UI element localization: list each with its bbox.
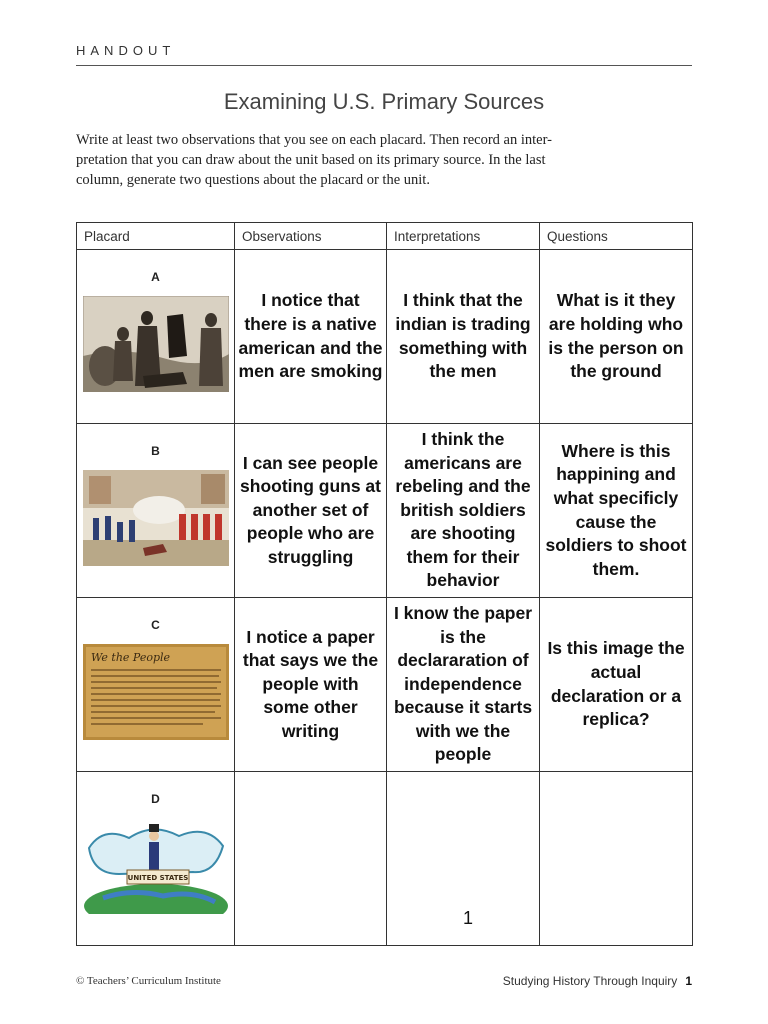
placard-cell xyxy=(77,772,235,946)
col-header-observations: Observations xyxy=(235,223,387,250)
placard-a-engraving xyxy=(83,296,229,392)
col-header-placard: Placard xyxy=(77,223,235,250)
interpretation-cell: I know the paper is the declararation of independence because it starts with we the people xyxy=(387,598,540,772)
instructions: Write at least two observations that you see on each placard. Then record an inter-pretation that you can draw about the unit based on its primary source. In the last column, generate two questions about the placard or the unit. xyxy=(76,132,552,188)
question-cell xyxy=(540,772,693,946)
question-cell: Is this image the actual declaration or a replica? xyxy=(540,598,693,772)
col-header-interpretations: Interpretations xyxy=(387,223,540,250)
footer-book-title xyxy=(503,974,692,988)
placard-letter: A xyxy=(151,270,160,284)
handout-label: HANDOUT xyxy=(76,43,176,58)
book-title: Studying History Through Inquiry xyxy=(502,974,678,988)
placard-b-massacre-print xyxy=(83,470,229,566)
script-heading: We the People xyxy=(90,651,170,664)
observation-cell: I can see people shooting guns at another set of people who are struggling xyxy=(235,424,387,598)
table-row xyxy=(77,772,693,946)
placard-d-cartoon xyxy=(83,818,229,914)
placard-letter: C xyxy=(151,618,160,632)
page-title: Examining U.S. Primary Sources xyxy=(223,89,545,114)
question-cell: Where is this happining and what specificly cause the soldiers to shoot them. xyxy=(540,424,693,598)
placard-cell xyxy=(77,598,235,772)
placard-letter: B xyxy=(151,444,160,458)
banner-text: UNITED STATES xyxy=(127,874,188,882)
table-row xyxy=(77,250,693,424)
header-rule xyxy=(76,65,692,66)
header-row xyxy=(77,223,693,250)
placard-c-constitution xyxy=(83,644,229,740)
sources-table xyxy=(76,222,693,946)
placard-letter: D xyxy=(151,792,160,806)
handwritten-mark: 1 xyxy=(462,908,473,928)
table-row xyxy=(77,424,693,598)
table-row xyxy=(77,598,693,772)
observation-cell xyxy=(235,772,387,946)
copyright: © Teachers’ Curriculum Institute xyxy=(76,975,221,987)
page-number: 1 xyxy=(685,974,692,988)
placard-cell xyxy=(77,424,235,598)
observation-cell: I notice a paper that says we the people with some other writing xyxy=(235,598,387,772)
observation-cell: I notice that there is a native american and the men are smoking xyxy=(235,250,387,424)
interpretation-cell xyxy=(387,772,540,946)
question-cell: What is it they are holding who is the person on the ground xyxy=(540,250,693,424)
col-header-questions: Questions xyxy=(540,223,693,250)
interpretation-cell: I think that the indian is trading something with the men xyxy=(387,250,540,424)
placard-cell xyxy=(77,250,235,424)
interpretation-cell: I think the americans are rebeling and the british soldiers are shooting them for their behavior xyxy=(387,424,540,598)
